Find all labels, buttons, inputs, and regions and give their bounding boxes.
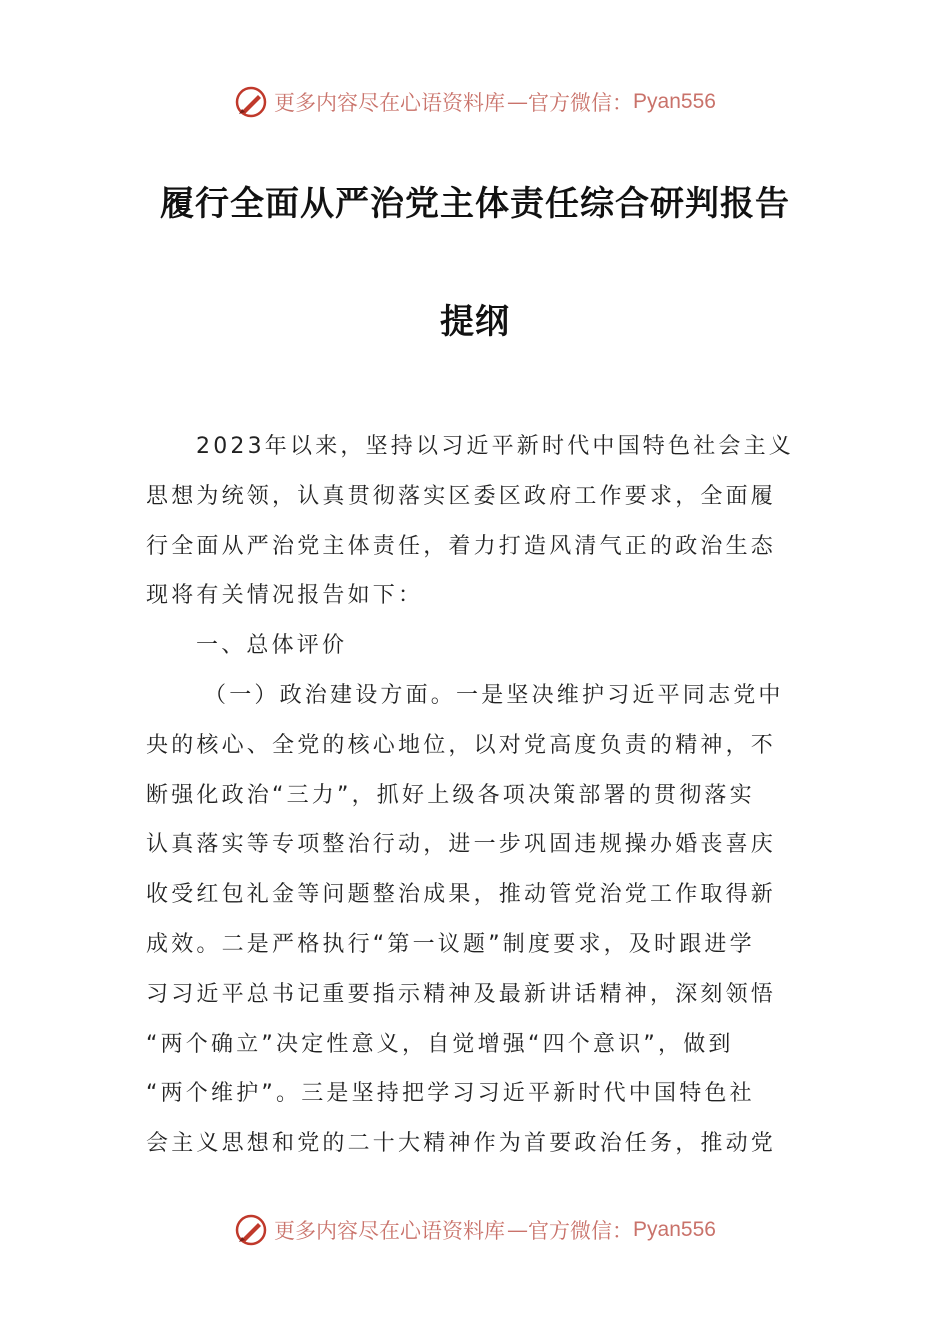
- watermark-account: Pyan556: [633, 90, 716, 113]
- document-title-continued: 提纲: [440, 302, 510, 342]
- body-line: 习习近平总书记重要指示精神及最新讲话精神，深刻领悟: [146, 981, 777, 1007]
- body-line: 行全面从严治党主体责任，着力打造风清气正的政治生态: [146, 533, 777, 559]
- body-line: 思想为统领，认真贯彻落实区委区政府工作要求，全面履: [146, 483, 777, 509]
- watermark-separator: —: [507, 90, 527, 114]
- watermark-footer: [0, 1210, 950, 1250]
- body-line: 收受红包礼金等问题整治成果，推动管党治党工作取得新: [146, 882, 777, 908]
- watermark-text: 更多内容尽在心语资料库: [274, 1219, 506, 1243]
- document-title: 履行全面从严治党主体责任综合研判报告: [160, 184, 790, 224]
- body-line: 成效。二是严格执行“第一议题”制度要求，及时跟进学: [146, 931, 755, 957]
- body-line: 现将有关情况报告如下：: [146, 583, 424, 609]
- body-line: “两个确立”决定性意义，自觉增强“四个意识”，做到: [146, 1031, 734, 1057]
- watermark-separator: —: [507, 1218, 527, 1242]
- body-line: 2023年以来，坚持以习近平新时代中国特色社会主义: [196, 434, 794, 459]
- watermark-text: 更多内容尽在心语资料库: [274, 91, 506, 115]
- pen-logo-icon: [234, 1213, 268, 1247]
- body-line: 认真落实等专项整治行动，进一步巩固违规操办婚丧喜庆: [146, 832, 777, 858]
- body-line: 断强化政治“三力”，抓好上级各项决策部署的贯彻落实: [146, 782, 755, 808]
- watermark-label: 官方微信：: [528, 1219, 634, 1243]
- pen-logo-icon: [234, 85, 268, 119]
- watermark-account: Pyan556: [633, 1218, 716, 1241]
- section-heading: 一、总体评价: [196, 633, 348, 659]
- body-line: 央的核心、全党的核心地位，以对党高度负责的精神，不: [146, 732, 777, 758]
- watermark-label: 官方微信：: [528, 91, 634, 115]
- body-line: “两个维护”。三是坚持把学习习近平新时代中国特色社: [146, 1081, 755, 1107]
- watermark-header: [0, 82, 950, 122]
- body-line: （一）政治建设方面。一是坚决维护习近平同志党中: [204, 682, 784, 708]
- body-line: 会主义思想和党的二十大精神作为首要政治任务，推动党: [146, 1131, 777, 1157]
- document-body: [146, 422, 806, 1169]
